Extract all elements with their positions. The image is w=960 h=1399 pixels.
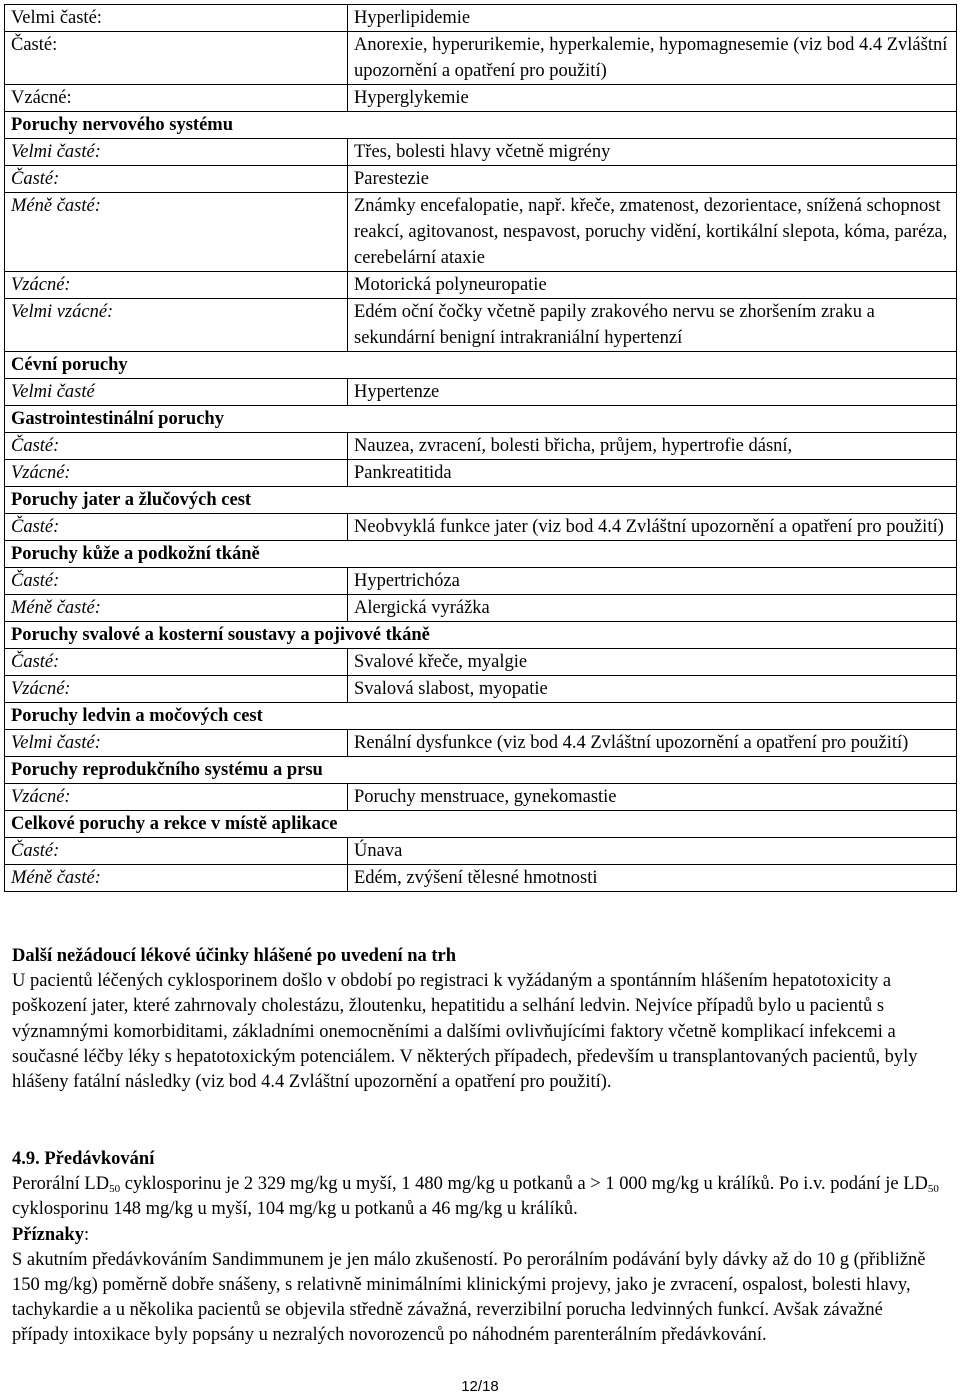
frequency-cell: Časté: (5, 32, 348, 85)
frequency-cell: Časté: (5, 568, 348, 595)
frequency-cell: Vzácné: (5, 460, 348, 487)
symptoms-body: S akutním předávkováním Sandimmunem je jen málo zkušeností. Po perorálním podávání byly dávky až do 10 g (přibližně 150 mg/kg) poměrně dobře snášeny, s relativně minimálními klinickými projevy, jako je zvracení, ospalost, bolesti hlavy, tachykardie a u několika pacientů se objevila středně závažná, reverzibilní porucha ledvinných funkcí. Avšak závažné případy intoxikace byly popsány u nezralých novorozenců po náhodném parenterálním předávkování. (12, 1249, 926, 1346)
table-row (5, 595, 957, 622)
table-row (5, 433, 957, 460)
frequency-cell: Časté: (5, 514, 348, 541)
organ-system-label: Cévní poruchy (5, 352, 957, 379)
frequency-cell: Méně časté: (5, 193, 348, 272)
effect-cell: Alergická vyrážka (348, 595, 957, 622)
ld50-text-2: cyklosporinu je 2 329 mg/kg u myší, 1 480 mg/kg u potkanů a > 1 000 mg/kg u králíků. Po i.v. podání je LD (120, 1174, 928, 1195)
effect-cell: Parestezie (348, 166, 957, 193)
ld50-subscript-1: 50 (109, 1183, 121, 1196)
table-section-row (5, 352, 957, 379)
effect-cell: Edém, zvýšení tělesné hmotnosti (348, 865, 957, 892)
table-section-row (5, 757, 957, 784)
table-row (5, 730, 957, 757)
effect-cell: Poruchy menstruace, gynekomastie (348, 784, 957, 811)
effect-cell: Neobvyklá funkce jater (viz bod 4.4 Zvláštní upozornění a opatření pro použití) (348, 514, 957, 541)
table-row (5, 514, 957, 541)
table-section-row (5, 811, 957, 838)
overdose-heading: 4.9. Předávkování (12, 1149, 155, 1169)
postmarketing-section (12, 944, 942, 1095)
table-row (5, 676, 957, 703)
frequency-cell: Velmi časté: (5, 5, 348, 32)
table-row (5, 379, 957, 406)
table-section-row (5, 487, 957, 514)
effect-cell: Hypertenze (348, 379, 957, 406)
frequency-cell: Velmi časté: (5, 730, 348, 757)
ld50-paragraph (12, 1172, 942, 1222)
effect-cell: Nauzea, zvracení, bolesti břicha, průjem, hypertrofie dásní, (348, 433, 957, 460)
frequency-cell: Vzácné: (5, 272, 348, 299)
table-section-row (5, 541, 957, 568)
table-row (5, 193, 957, 272)
table-section-row (5, 406, 957, 433)
table-section-row (5, 622, 957, 649)
organ-system-label: Poruchy svalové a kosterní soustavy a pojivové tkáně (5, 622, 957, 649)
effect-cell: Svalové křeče, myalgie (348, 649, 957, 676)
organ-system-label: Poruchy jater a žlučových cest (5, 487, 957, 514)
table-row (5, 32, 957, 85)
table-row (5, 838, 957, 865)
organ-system-label: Poruchy reprodukčního systému a prsu (5, 757, 957, 784)
organ-system-label: Poruchy nervového systému (5, 112, 957, 139)
frequency-cell: Časté: (5, 166, 348, 193)
frequency-cell: Vzácné: (5, 784, 348, 811)
ld50-text-1: Perorální LD (12, 1174, 110, 1195)
table-row (5, 166, 957, 193)
frequency-cell: Velmi časté: (5, 139, 348, 166)
ld50-text-3: cyklosporinu 148 mg/kg u myší, 104 mg/kg u potkanů a 46 mg/kg u králíků. (12, 1199, 578, 1220)
organ-system-label: Poruchy ledvin a močových cest (5, 703, 957, 730)
adverse-effects-table-body (5, 5, 957, 892)
symptoms-heading-line (12, 1223, 942, 1248)
effect-cell: Únava (348, 838, 957, 865)
table-row (5, 272, 957, 299)
ld50-subscript-2: 50 (927, 1183, 939, 1196)
effect-cell: Hyperglykemie (348, 85, 957, 112)
table-section-row (5, 703, 957, 730)
postmarketing-heading: Další nežádoucí lékové účinky hlášené po uvedení na trh (12, 946, 457, 966)
effect-cell: Třes, bolesti hlavy včetně migrény (348, 139, 957, 166)
frequency-cell: Vzácné: (5, 676, 348, 703)
postmarketing-body: U pacientů léčených cyklosporinem došlo v období po registraci k vyžádaným a spontánním hlášením hepatotoxicity a poškození jater, které zahrnovaly cholestázu, žloutenku, hepatitidu a selhání ledvin. Nejvíce případů bylo u pacientů s významnými komorbiditami, základními onemocněními a dalšími ovlivňujícími faktory včetně komplikací infekcemi a současné léčby léky s hepatotoxickým potenciálem. V některých případech, především u transplantovaných pacientů, byly hlášeny fatální následky (viz bod 4.4 Zvláštní upozornění a opatření pro použití). (12, 971, 918, 1093)
effect-cell: Svalová slabost, myopatie (348, 676, 957, 703)
table-section-row (5, 112, 957, 139)
symptoms-colon: : (83, 1224, 90, 1245)
effect-cell: Hypertrichóza (348, 568, 957, 595)
frequency-cell: Velmi vzácné: (5, 299, 348, 352)
effect-cell: Edém oční čočky včetně papily zrakového nervu se zhoršením zraku a sekundární benigní intrakraniální hypertenzí (348, 299, 957, 352)
organ-system-label: Poruchy kůže a podkožní tkáně (5, 541, 957, 568)
table-row (5, 5, 957, 32)
adverse-effects-table (4, 4, 957, 892)
frequency-cell: Časté: (5, 838, 348, 865)
frequency-cell: Méně časté: (5, 595, 348, 622)
effect-cell: Pankreatitida (348, 460, 957, 487)
symptoms-heading: Příznaky (12, 1224, 84, 1245)
effect-cell: Anorexie, hyperurikemie, hyperkalemie, hypomagnesemie (viz bod 4.4 Zvláštní upozornění a opatření pro použití) (348, 32, 957, 85)
effect-cell: Renální dysfunkce (viz bod 4.4 Zvláštní upozornění a opatření pro použití) (348, 730, 957, 757)
organ-system-label: Gastrointestinální poruchy (5, 406, 957, 433)
effect-cell: Hyperlipidemie (348, 5, 957, 32)
frequency-cell: Vzácné: (5, 85, 348, 112)
table-row (5, 865, 957, 892)
table-row (5, 649, 957, 676)
frequency-cell: Méně časté: (5, 865, 348, 892)
overdose-section (12, 1147, 942, 1349)
effect-cell: Známky encefalopatie, např. křeče, zmatenost, dezorientace, snížená schopnost reakcí, agitovanost, nespavost, poruchy vidění, kortikální slepota, kóma, paréza, cerebelární ataxie (348, 193, 957, 272)
page-number: 12/18 (461, 1378, 499, 1395)
frequency-cell: Časté: (5, 649, 348, 676)
table-row (5, 568, 957, 595)
table-row (5, 784, 957, 811)
frequency-cell: Časté: (5, 433, 348, 460)
frequency-cell: Velmi časté (5, 379, 348, 406)
table-row (5, 299, 957, 352)
table-row (5, 460, 957, 487)
table-row (5, 139, 957, 166)
table-row (5, 85, 957, 112)
organ-system-label: Celkové poruchy a rekce v místě aplikace (5, 811, 957, 838)
effect-cell: Motorická polyneuropatie (348, 272, 957, 299)
